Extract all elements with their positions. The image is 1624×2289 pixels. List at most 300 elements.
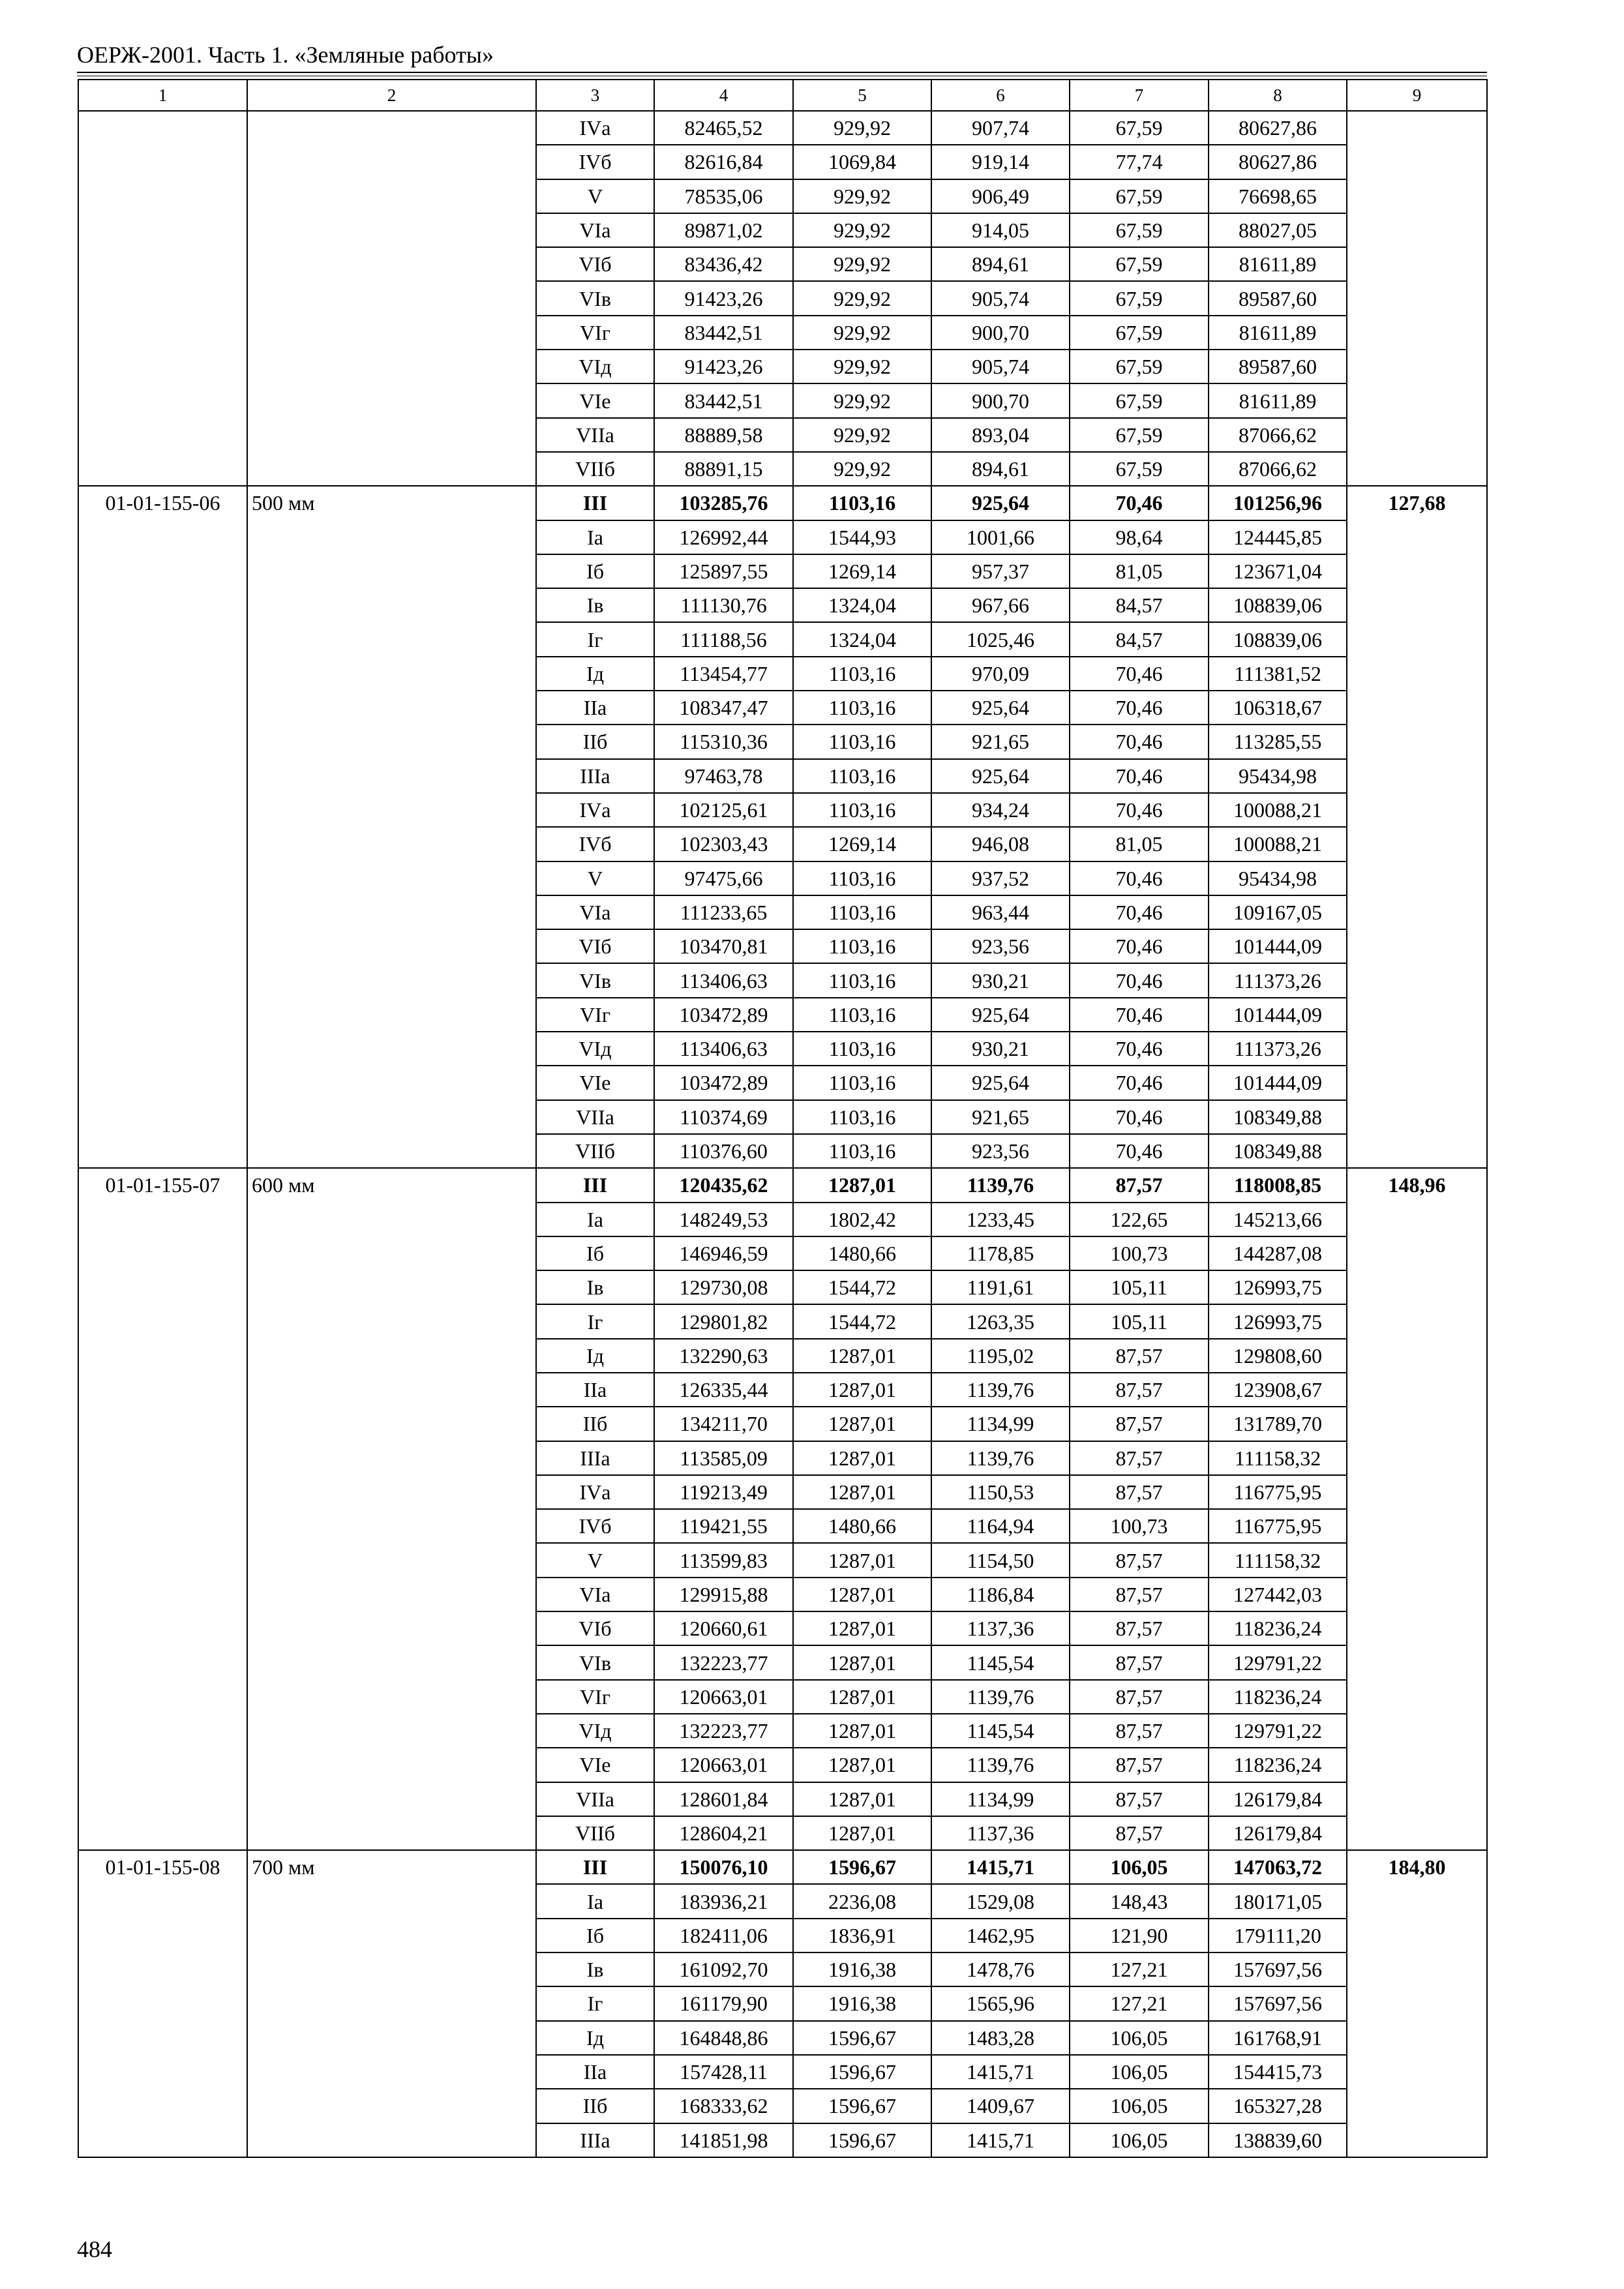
soil-category-cell: Iв — [536, 1270, 654, 1304]
value-cell: 123671,04 — [1209, 554, 1347, 588]
soil-category-cell: V — [536, 861, 654, 895]
value-cell: 905,74 — [931, 281, 1070, 315]
labor-cost-cell — [1347, 111, 1487, 486]
column-number: 4 — [654, 80, 793, 111]
value-cell: 1287,01 — [793, 1782, 931, 1816]
value-cell: 103472,89 — [654, 1066, 793, 1100]
value-cell: 900,70 — [931, 383, 1070, 417]
value-cell: 1287,01 — [793, 1645, 931, 1679]
value-cell: 157697,56 — [1209, 1986, 1347, 2020]
value-cell: 129791,22 — [1209, 1645, 1347, 1679]
value-cell: 1233,45 — [931, 1203, 1070, 1236]
soil-category-cell: VIIа — [536, 1782, 654, 1816]
value-cell: 921,65 — [931, 725, 1070, 758]
value-cell: 1145,54 — [931, 1714, 1070, 1748]
value-cell: 894,61 — [931, 247, 1070, 281]
value-cell: 929,92 — [793, 179, 931, 213]
value-cell: 1269,14 — [793, 554, 931, 588]
soil-category-cell: IVа — [536, 111, 654, 145]
value-cell: 937,52 — [931, 861, 1070, 895]
soil-category-cell: IVа — [536, 793, 654, 827]
value-cell: 87,57 — [1070, 1645, 1209, 1679]
value-cell: 161092,70 — [654, 1952, 793, 1986]
table-row — [78, 111, 1487, 145]
value-cell: 925,64 — [931, 759, 1070, 793]
value-cell: 100,73 — [1070, 1509, 1209, 1543]
value-cell: 128604,21 — [654, 1816, 793, 1850]
value-cell: 929,92 — [793, 316, 931, 350]
soil-category-cell: IIIа — [536, 2123, 654, 2157]
value-cell: 1565,96 — [931, 1986, 1070, 2020]
value-cell: 102303,43 — [654, 827, 793, 861]
value-cell: 81611,89 — [1209, 316, 1347, 350]
value-cell: 82616,84 — [654, 145, 793, 179]
soil-category-cell: VIе — [536, 1748, 654, 1782]
value-cell: 134211,70 — [654, 1407, 793, 1441]
value-cell: 105,11 — [1070, 1304, 1209, 1338]
value-cell: 83442,51 — [654, 316, 793, 350]
value-cell: 164848,86 — [654, 2021, 793, 2055]
value-cell: 126993,75 — [1209, 1304, 1347, 1338]
soil-category-cell: IVб — [536, 145, 654, 179]
value-cell: 116775,95 — [1209, 1509, 1347, 1543]
value-cell: 894,61 — [931, 452, 1070, 486]
value-cell: 83436,42 — [654, 247, 793, 281]
value-cell: 70,46 — [1070, 1100, 1209, 1134]
value-cell: 129915,88 — [654, 1578, 793, 1611]
value-cell: 87066,62 — [1209, 418, 1347, 452]
value-cell: 103285,76 — [654, 486, 793, 520]
soil-category-cell: V — [536, 1543, 654, 1577]
value-cell: 89587,60 — [1209, 350, 1347, 383]
value-cell: 87,57 — [1070, 1611, 1209, 1645]
value-cell: 1802,42 — [793, 1203, 931, 1236]
value-cell: 67,59 — [1070, 179, 1209, 213]
soil-category-cell: III — [536, 1168, 654, 1202]
soil-category-cell: IIа — [536, 691, 654, 725]
value-cell: 120663,01 — [654, 1748, 793, 1782]
column-number: 7 — [1070, 80, 1209, 111]
soil-category-cell: Iа — [536, 520, 654, 554]
value-cell: 2236,08 — [793, 1884, 931, 1918]
soil-category-cell: IVа — [536, 1475, 654, 1509]
value-cell: 127442,03 — [1209, 1578, 1347, 1611]
value-cell: 1103,16 — [793, 861, 931, 895]
value-cell: 1324,04 — [793, 622, 931, 656]
value-cell: 127,21 — [1070, 1952, 1209, 1986]
value-cell: 83442,51 — [654, 383, 793, 417]
soil-category-cell: VIа — [536, 213, 654, 247]
soil-category-cell: VIб — [536, 1611, 654, 1645]
value-cell: 970,09 — [931, 657, 1070, 691]
value-cell: 120435,62 — [654, 1168, 793, 1202]
value-cell: 168333,62 — [654, 2089, 793, 2123]
value-cell: 144287,08 — [1209, 1236, 1347, 1270]
value-cell: 1137,36 — [931, 1611, 1070, 1645]
soil-category-cell: IVб — [536, 1509, 654, 1543]
value-cell: 87,57 — [1070, 1680, 1209, 1714]
value-cell: 1287,01 — [793, 1611, 931, 1645]
soil-category-cell: VIIб — [536, 1134, 654, 1168]
soil-category-cell: VIIа — [536, 418, 654, 452]
value-cell: 67,59 — [1070, 316, 1209, 350]
soil-category-cell: III — [536, 1850, 654, 1884]
value-cell: 88027,05 — [1209, 213, 1347, 247]
pipe-diameter-cell — [247, 111, 536, 486]
value-cell: 1103,16 — [793, 963, 931, 997]
value-cell: 118236,24 — [1209, 1680, 1347, 1714]
soil-category-cell: VIб — [536, 247, 654, 281]
page-number: 484 — [77, 2236, 112, 2262]
column-number: 1 — [78, 80, 247, 111]
value-cell: 1178,85 — [931, 1236, 1070, 1270]
value-cell: 1415,71 — [931, 2055, 1070, 2089]
value-cell: 87,57 — [1070, 1168, 1209, 1202]
value-cell: 106,05 — [1070, 2123, 1209, 2157]
value-cell: 1025,46 — [931, 622, 1070, 656]
column-number: 8 — [1209, 80, 1347, 111]
value-cell: 1139,76 — [931, 1441, 1070, 1475]
value-cell: 1139,76 — [931, 1680, 1070, 1714]
value-cell: 67,59 — [1070, 111, 1209, 145]
value-cell: 1103,16 — [793, 1134, 931, 1168]
value-cell: 82465,52 — [654, 111, 793, 145]
value-cell: 84,57 — [1070, 588, 1209, 622]
value-cell: 91423,26 — [654, 350, 793, 383]
value-cell: 929,92 — [793, 418, 931, 452]
value-cell: 126993,75 — [1209, 1270, 1347, 1304]
soil-category-cell: Iб — [536, 554, 654, 588]
soil-category-cell: VIв — [536, 963, 654, 997]
value-cell: 67,59 — [1070, 247, 1209, 281]
value-cell: 148,43 — [1070, 1884, 1209, 1918]
value-cell: 70,46 — [1070, 998, 1209, 1032]
soil-category-cell: VIд — [536, 350, 654, 383]
soil-category-cell: IIа — [536, 2055, 654, 2089]
value-cell: 1287,01 — [793, 1543, 931, 1577]
value-cell: 126179,84 — [1209, 1816, 1347, 1850]
value-cell: 124445,85 — [1209, 520, 1347, 554]
value-cell: 1195,02 — [931, 1339, 1070, 1373]
value-cell: 108349,88 — [1209, 1134, 1347, 1168]
value-cell: 1529,08 — [931, 1884, 1070, 1918]
value-cell: 126179,84 — [1209, 1782, 1347, 1816]
rates-table — [78, 79, 1488, 2158]
value-cell: 1287,01 — [793, 1714, 931, 1748]
value-cell: 89871,02 — [654, 213, 793, 247]
column-number-row — [78, 80, 1487, 111]
value-cell: 111158,32 — [1209, 1441, 1347, 1475]
value-cell: 111373,26 — [1209, 963, 1347, 997]
column-number: 9 — [1347, 80, 1487, 111]
value-cell: 70,46 — [1070, 691, 1209, 725]
value-cell: 70,46 — [1070, 657, 1209, 691]
value-cell: 70,46 — [1070, 929, 1209, 963]
value-cell: 925,64 — [931, 486, 1070, 520]
value-cell: 118236,24 — [1209, 1611, 1347, 1645]
value-cell: 1191,61 — [931, 1270, 1070, 1304]
value-cell: 111158,32 — [1209, 1543, 1347, 1577]
value-cell: 121,90 — [1070, 1919, 1209, 1952]
value-cell: 1139,76 — [931, 1748, 1070, 1782]
value-cell: 907,74 — [931, 111, 1070, 145]
value-cell: 132223,77 — [654, 1645, 793, 1679]
value-cell: 87,57 — [1070, 1543, 1209, 1577]
page-header — [77, 39, 1487, 76]
value-cell: 1287,01 — [793, 1680, 931, 1714]
value-cell: 70,46 — [1070, 861, 1209, 895]
table-row — [78, 1168, 1487, 1202]
value-cell: 1139,76 — [931, 1168, 1070, 1202]
value-cell: 106,05 — [1070, 2055, 1209, 2089]
soil-category-cell: Iд — [536, 657, 654, 691]
value-cell: 1596,67 — [793, 2123, 931, 2157]
soil-category-cell: VIг — [536, 998, 654, 1032]
value-cell: 1462,95 — [931, 1919, 1070, 1952]
value-cell: 67,59 — [1070, 213, 1209, 247]
value-cell: 129801,82 — [654, 1304, 793, 1338]
value-cell: 1103,16 — [793, 793, 931, 827]
value-cell: 97475,66 — [654, 861, 793, 895]
value-cell: 87,57 — [1070, 1748, 1209, 1782]
value-cell: 1103,16 — [793, 1032, 931, 1066]
value-cell: 1139,76 — [931, 1373, 1070, 1407]
value-cell: 161179,90 — [654, 1986, 793, 2020]
value-cell: 113599,83 — [654, 1543, 793, 1577]
value-cell: 923,56 — [931, 1134, 1070, 1168]
value-cell: 105,11 — [1070, 1270, 1209, 1304]
value-cell: 934,24 — [931, 793, 1070, 827]
value-cell: 905,74 — [931, 350, 1070, 383]
value-cell: 1324,04 — [793, 588, 931, 622]
value-cell: 87,57 — [1070, 1373, 1209, 1407]
value-cell: 100088,21 — [1209, 793, 1347, 827]
value-cell: 97463,78 — [654, 759, 793, 793]
value-cell: 1134,99 — [931, 1782, 1070, 1816]
value-cell: 906,49 — [931, 179, 1070, 213]
column-number: 3 — [536, 80, 654, 111]
value-cell: 929,92 — [793, 111, 931, 145]
soil-category-cell: Iа — [536, 1203, 654, 1236]
value-cell: 929,92 — [793, 213, 931, 247]
soil-category-cell: VIIб — [536, 452, 654, 486]
header-rule — [77, 72, 1487, 76]
value-cell: 1287,01 — [793, 1816, 931, 1850]
value-cell: 1287,01 — [793, 1168, 931, 1202]
value-cell: 67,59 — [1070, 418, 1209, 452]
value-cell: 70,46 — [1070, 1134, 1209, 1168]
value-cell: 103472,89 — [654, 998, 793, 1032]
value-cell: 150076,10 — [654, 1850, 793, 1884]
value-cell: 89587,60 — [1209, 281, 1347, 315]
value-cell: 1480,66 — [793, 1509, 931, 1543]
value-cell: 81,05 — [1070, 827, 1209, 861]
value-cell: 963,44 — [931, 895, 1070, 929]
value-cell: 110376,60 — [654, 1134, 793, 1168]
value-cell: 87066,62 — [1209, 452, 1347, 486]
value-cell: 128601,84 — [654, 1782, 793, 1816]
value-cell: 126335,44 — [654, 1373, 793, 1407]
value-cell: 108347,47 — [654, 691, 793, 725]
soil-category-cell: IIб — [536, 1407, 654, 1441]
value-cell: 1287,01 — [793, 1373, 931, 1407]
value-cell: 67,59 — [1070, 383, 1209, 417]
value-cell: 1164,94 — [931, 1509, 1070, 1543]
labor-cost-cell: 148,96 — [1347, 1168, 1487, 1850]
soil-category-cell: VIб — [536, 929, 654, 963]
value-cell: 893,04 — [931, 418, 1070, 452]
value-cell: 101444,09 — [1209, 1066, 1347, 1100]
soil-category-cell: VIе — [536, 1066, 654, 1100]
table-row — [78, 1850, 1487, 1884]
value-cell: 929,92 — [793, 247, 931, 281]
soil-category-cell: Iб — [536, 1919, 654, 1952]
soil-category-cell: VIа — [536, 1578, 654, 1611]
soil-category-cell: IIIа — [536, 759, 654, 793]
value-cell: 113406,63 — [654, 963, 793, 997]
value-cell: 115310,36 — [654, 725, 793, 758]
value-cell: 1478,76 — [931, 1952, 1070, 1986]
soil-category-cell: VIд — [536, 1714, 654, 1748]
value-cell: 116775,95 — [1209, 1475, 1347, 1509]
soil-category-cell: VIа — [536, 895, 654, 929]
value-cell: 108839,06 — [1209, 588, 1347, 622]
soil-category-cell: VIв — [536, 1645, 654, 1679]
value-cell: 1145,54 — [931, 1645, 1070, 1679]
value-cell: 126992,44 — [654, 520, 793, 554]
value-cell: 111130,76 — [654, 588, 793, 622]
value-cell: 132290,63 — [654, 1339, 793, 1373]
pipe-diameter-cell: 700 мм — [247, 1850, 536, 2157]
value-cell: 81611,89 — [1209, 247, 1347, 281]
value-cell: 113285,55 — [1209, 725, 1347, 758]
value-cell: 1544,93 — [793, 520, 931, 554]
value-cell: 111373,26 — [1209, 1032, 1347, 1066]
value-cell: 179111,20 — [1209, 1919, 1347, 1952]
value-cell: 91423,26 — [654, 281, 793, 315]
value-cell: 111381,52 — [1209, 657, 1347, 691]
value-cell: 1154,50 — [931, 1543, 1070, 1577]
value-cell: 87,57 — [1070, 1475, 1209, 1509]
value-cell: 925,64 — [931, 691, 1070, 725]
rate-code-cell: 01-01-155-08 — [78, 1850, 247, 2157]
value-cell: 95434,98 — [1209, 861, 1347, 895]
value-cell: 929,92 — [793, 383, 931, 417]
value-cell: 88889,58 — [654, 418, 793, 452]
value-cell: 87,57 — [1070, 1714, 1209, 1748]
value-cell: 1596,67 — [793, 2055, 931, 2089]
value-cell: 1103,16 — [793, 657, 931, 691]
value-cell: 1069,84 — [793, 145, 931, 179]
value-cell: 1103,16 — [793, 759, 931, 793]
value-cell: 84,57 — [1070, 622, 1209, 656]
value-cell: 70,46 — [1070, 486, 1209, 520]
soil-category-cell: Iв — [536, 1952, 654, 1986]
value-cell: 109167,05 — [1209, 895, 1347, 929]
value-cell: 929,92 — [793, 350, 931, 383]
soil-category-cell: Iб — [536, 1236, 654, 1270]
value-cell: 87,57 — [1070, 1441, 1209, 1475]
rate-code-cell: 01-01-155-07 — [78, 1168, 247, 1850]
value-cell: 80627,86 — [1209, 145, 1347, 179]
value-cell: 101256,96 — [1209, 486, 1347, 520]
soil-category-cell: VIг — [536, 1680, 654, 1714]
value-cell: 1415,71 — [931, 2123, 1070, 2157]
soil-category-cell: VIIб — [536, 1816, 654, 1850]
value-cell: 125897,55 — [654, 554, 793, 588]
value-cell: 129730,08 — [654, 1270, 793, 1304]
value-cell: 111233,65 — [654, 895, 793, 929]
value-cell: 925,64 — [931, 998, 1070, 1032]
value-cell: 122,65 — [1070, 1203, 1209, 1236]
soil-category-cell: Iг — [536, 622, 654, 656]
value-cell: 70,46 — [1070, 895, 1209, 929]
soil-category-cell: Iг — [536, 1986, 654, 2020]
value-cell: 1483,28 — [931, 2021, 1070, 2055]
value-cell: 1287,01 — [793, 1339, 931, 1373]
soil-category-cell: IIа — [536, 1373, 654, 1407]
soil-category-cell: V — [536, 179, 654, 213]
value-cell: 138839,60 — [1209, 2123, 1347, 2157]
soil-category-cell: Iг — [536, 1304, 654, 1338]
value-cell: 1287,01 — [793, 1407, 931, 1441]
value-cell: 1103,16 — [793, 725, 931, 758]
value-cell: 929,92 — [793, 281, 931, 315]
value-cell: 914,05 — [931, 213, 1070, 247]
value-cell: 1134,99 — [931, 1407, 1070, 1441]
value-cell: 1916,38 — [793, 1986, 931, 2020]
value-cell: 1596,67 — [793, 2021, 931, 2055]
value-cell: 1836,91 — [793, 1919, 931, 1952]
value-cell: 1596,67 — [793, 2089, 931, 2123]
table-row — [78, 486, 1487, 520]
value-cell: 70,46 — [1070, 963, 1209, 997]
value-cell: 925,64 — [931, 1066, 1070, 1100]
value-cell: 113585,09 — [654, 1441, 793, 1475]
value-cell: 1409,67 — [931, 2089, 1070, 2123]
value-cell: 101444,09 — [1209, 929, 1347, 963]
value-cell: 87,57 — [1070, 1339, 1209, 1373]
value-cell: 119421,55 — [654, 1509, 793, 1543]
value-cell: 154415,73 — [1209, 2055, 1347, 2089]
value-cell: 1415,71 — [931, 1850, 1070, 1884]
value-cell: 1103,16 — [793, 998, 931, 1032]
value-cell: 70,46 — [1070, 793, 1209, 827]
value-cell: 182411,06 — [654, 1919, 793, 1952]
value-cell: 1480,66 — [793, 1236, 931, 1270]
value-cell: 123908,67 — [1209, 1373, 1347, 1407]
soil-category-cell: VIг — [536, 316, 654, 350]
value-cell: 131789,70 — [1209, 1407, 1347, 1441]
value-cell: 108839,06 — [1209, 622, 1347, 656]
soil-category-cell: VIе — [536, 383, 654, 417]
value-cell: 87,57 — [1070, 1816, 1209, 1850]
value-cell: 1001,66 — [931, 520, 1070, 554]
value-cell: 146946,59 — [654, 1236, 793, 1270]
value-cell: 108349,88 — [1209, 1100, 1347, 1134]
value-cell: 919,14 — [931, 145, 1070, 179]
labor-cost-cell: 184,80 — [1347, 1850, 1487, 2157]
value-cell: 921,65 — [931, 1100, 1070, 1134]
soil-category-cell: VIд — [536, 1032, 654, 1066]
value-cell: 118236,24 — [1209, 1748, 1347, 1782]
value-cell: 106,05 — [1070, 1850, 1209, 1884]
value-cell: 80627,86 — [1209, 111, 1347, 145]
value-cell: 67,59 — [1070, 350, 1209, 383]
value-cell: 1150,53 — [931, 1475, 1070, 1509]
value-cell: 76698,65 — [1209, 179, 1347, 213]
value-cell: 1103,16 — [793, 691, 931, 725]
